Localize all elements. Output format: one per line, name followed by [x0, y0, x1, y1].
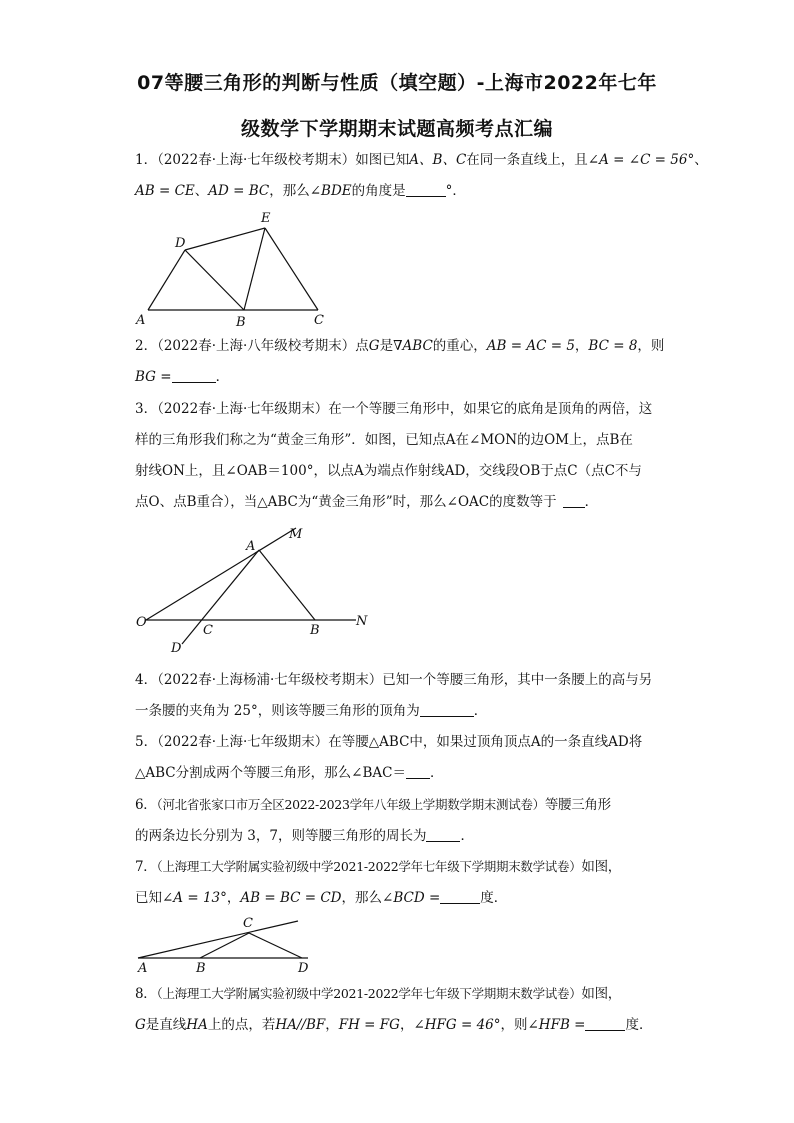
- q3-ray-om: [146, 528, 296, 620]
- q1-line-2: [135, 181, 665, 201]
- q8-target: ∠HFB =: [527, 1017, 586, 1033]
- q1-figure: [128, 205, 338, 330]
- q3-figure: [128, 522, 378, 657]
- q3-label-b: B: [310, 623, 320, 638]
- q2-sep: ，: [574, 338, 589, 354]
- q3-ray-ad: [182, 550, 259, 644]
- q1-text-a: 如图已知: [355, 152, 410, 168]
- q2-cond2: BC = 8: [588, 338, 638, 354]
- q3-text-3: 射线ON上，且∠OAB＝100°，以点A为端点作射线AD，交线段OB于点C（点C不与: [135, 463, 642, 479]
- q1-segment-de: [185, 228, 265, 250]
- page-title-line-2: 级数学下学期期末试题高频考点汇编: [240, 118, 553, 140]
- q1-sep: 、: [694, 152, 708, 168]
- q1-segment-db: [185, 250, 244, 310]
- q2-target: BG =: [135, 369, 172, 385]
- q1-figure-lines: [148, 228, 318, 310]
- q5-end: ．: [429, 765, 444, 781]
- q8-line-2: [135, 1015, 665, 1035]
- q3-label-d: D: [171, 641, 182, 656]
- q7-text-2b: ，那么: [341, 890, 383, 906]
- q6-text-2: 的两条边长分别为 3，7，则等腰三角形的周长为: [135, 828, 427, 844]
- q7-label-d: D: [298, 961, 309, 976]
- q7-cond: AB = BC = CD: [240, 890, 342, 906]
- q1-segment-ec: [265, 228, 318, 310]
- q5-text-2: △ABC分割成两个等腰三角形，那么∠BAC＝: [135, 765, 406, 781]
- q1-answer-blank[interactable]: [406, 182, 446, 197]
- q1-label-c: C: [314, 313, 324, 328]
- q1-label-b: B: [236, 315, 246, 330]
- q6-source: （河北省张家口市万全区2022-2023学年八年级上学期数学期末测试卷）: [156, 797, 545, 812]
- q8-text-2a: 是直线: [145, 1017, 187, 1033]
- q3-text-1: 在一个等腰三角形中，如果它的底角是顶角的两倍，这: [328, 401, 653, 417]
- q7-answer-blank[interactable]: [440, 889, 480, 904]
- q1-source: （2022春·上海·七年级校考期末）: [157, 152, 356, 168]
- q7-number: 7．: [135, 859, 157, 875]
- q7-target: ∠BCD =: [382, 890, 441, 906]
- q1-target: ∠BDE: [309, 183, 352, 199]
- q8-equal: FH = FG: [338, 1017, 400, 1033]
- q3-line-1: [135, 399, 665, 419]
- q4-text-2: 一条腰的夹角为 25°，则该等腰三角形的顶角为: [135, 703, 420, 719]
- q4-line-2: [135, 701, 665, 721]
- q5-number: 5．: [135, 734, 158, 750]
- q7-figure: [130, 912, 320, 976]
- q1-text-c: ，那么: [269, 183, 310, 199]
- q7-figure-lines: [138, 921, 308, 958]
- q7-segment-bc: [200, 933, 249, 958]
- q1-line-1: [135, 150, 708, 170]
- q8-number: 8．: [135, 986, 157, 1002]
- q8-text-2c: ，则: [500, 1017, 528, 1033]
- q2-number: 2．: [135, 338, 158, 354]
- q3-label-c: C: [203, 623, 213, 638]
- q5-line-2: [135, 763, 665, 783]
- q3-text-4: 点O、点B重合），当△ABC为“黄金三角形”时，那么∠OAC的度数等于: [135, 494, 557, 510]
- q1-points: A、B、C: [409, 152, 467, 168]
- q3-label-o: O: [136, 615, 147, 630]
- q7-line-2: [135, 888, 665, 908]
- q6-text-1: 等腰三角形: [544, 797, 611, 813]
- q7-unit: 度．: [480, 890, 508, 906]
- q5-answer-blank[interactable]: [406, 764, 430, 779]
- q7-label-c: C: [243, 916, 253, 931]
- q7-line-1: [135, 857, 665, 877]
- q3-segment-ab: [259, 550, 315, 620]
- q1-label-d: D: [175, 236, 186, 251]
- q6-line-2: [135, 826, 665, 846]
- q3-label-m: M: [289, 527, 303, 542]
- q3-end: ．: [584, 494, 599, 510]
- q1-text-d: 的角度是: [351, 183, 406, 199]
- q8-point-g: G: [135, 1017, 146, 1033]
- q2-text-c: 的重心，: [432, 338, 487, 354]
- q8-sep2: ，: [399, 1017, 414, 1033]
- q1-angle-condition: ∠A = ∠C = 56°: [587, 152, 695, 168]
- q1-segment-eb: [244, 228, 265, 310]
- q8-angle: ∠HFG = 46°: [413, 1017, 501, 1033]
- q8-line-1: [135, 984, 665, 1004]
- q1-label-a: A: [136, 313, 146, 328]
- q2-answer-blank[interactable]: [172, 368, 216, 383]
- q5-text-1: 在等腰△ABC中，如果过顶角顶点A的一条直线AD将: [328, 734, 643, 750]
- q1-label-e: E: [261, 211, 271, 226]
- q5-line-1: [135, 732, 665, 752]
- q7-text-1: 如图，: [581, 859, 622, 875]
- q1-cond3: AD = BC: [208, 183, 270, 199]
- q3-label-n: N: [356, 614, 368, 629]
- q2-end: ．: [215, 369, 230, 385]
- q7-segment-cd: [249, 933, 302, 958]
- q8-text-1: 如图，: [581, 986, 622, 1002]
- q7-sep: ，: [226, 890, 241, 906]
- q7-ray-ac: [138, 921, 298, 958]
- q8-unit: 度．: [625, 1017, 653, 1033]
- q1-unit: °．: [445, 183, 466, 199]
- q8-line-ha: HA: [186, 1017, 208, 1033]
- q2-text-d: ，则: [637, 338, 665, 354]
- q4-source: （2022春·上海杨浦·七年级校考期末）: [157, 672, 383, 688]
- q3-line-2: [135, 430, 665, 450]
- q7-angle: ∠A = 13°: [162, 890, 227, 906]
- q7-text-2a: 已知: [135, 890, 162, 906]
- q8-answer-blank[interactable]: [585, 1016, 625, 1031]
- q4-text-1: 已知一个等腰三角形，其中一条腰上的高与另: [382, 672, 653, 688]
- q7-source: （上海理工大学附属实验初级中学2021-2022学年七年级下学期期末数学试卷）: [156, 859, 582, 874]
- q7-label-a: A: [138, 961, 148, 976]
- page-title-line-1: 07等腰三角形的判断与性质（填空题）-上海市2022年七年: [137, 72, 657, 94]
- q5-source: （2022春·上海·七年级期末）: [157, 734, 329, 750]
- q3-line-3: [135, 461, 665, 481]
- q3-source: （2022春·上海·七年级期末）: [157, 401, 329, 417]
- q4-end: ．: [473, 703, 488, 719]
- q8-parallel: HA//BF: [275, 1017, 326, 1033]
- q6-number: 6．: [135, 797, 157, 813]
- q3-answer-blank[interactable]: [563, 493, 585, 508]
- q3-label-a: A: [246, 539, 256, 554]
- q6-line-1: [135, 795, 665, 815]
- q2-triangle: ∇ABC: [393, 338, 433, 354]
- q3-text-2: 样的三角形我们称之为“黄金三角形”．如图，已知点A在∠MON的边OM上，点B在: [135, 432, 633, 448]
- q3-number: 3．: [135, 401, 158, 417]
- q4-number: 4．: [135, 672, 158, 688]
- q1-cond2: AB = CE: [135, 183, 195, 199]
- q2-text-a: 点: [355, 338, 369, 354]
- q2-line-2: [135, 367, 665, 387]
- q1-segment-ad: [148, 250, 185, 310]
- q4-line-1: [135, 670, 665, 690]
- q1-text-b: 在同一条直线上，且: [466, 152, 588, 168]
- q1-number: 1．: [135, 152, 158, 168]
- q6-answer-blank[interactable]: [426, 827, 460, 842]
- q2-cond1: AB = AC = 5: [486, 338, 575, 354]
- q2-text-b: 是: [379, 338, 394, 354]
- q4-answer-blank[interactable]: [420, 702, 474, 717]
- q8-source: （上海理工大学附属实验初级中学2021-2022学年七年级下学期期末数学试卷）: [156, 986, 582, 1001]
- q8-text-2b: 上的点，若: [207, 1017, 276, 1033]
- q8-sep: ，: [325, 1017, 339, 1033]
- q2-source: （2022春·上海·八年级校考期末）: [157, 338, 356, 354]
- q3-line-4: [135, 492, 665, 512]
- q6-end: ．: [460, 828, 474, 844]
- q2-point-g: G: [368, 338, 380, 354]
- q2-line-1: [135, 336, 665, 356]
- q1-sep2: 、: [194, 183, 209, 199]
- q7-label-b: B: [196, 961, 206, 976]
